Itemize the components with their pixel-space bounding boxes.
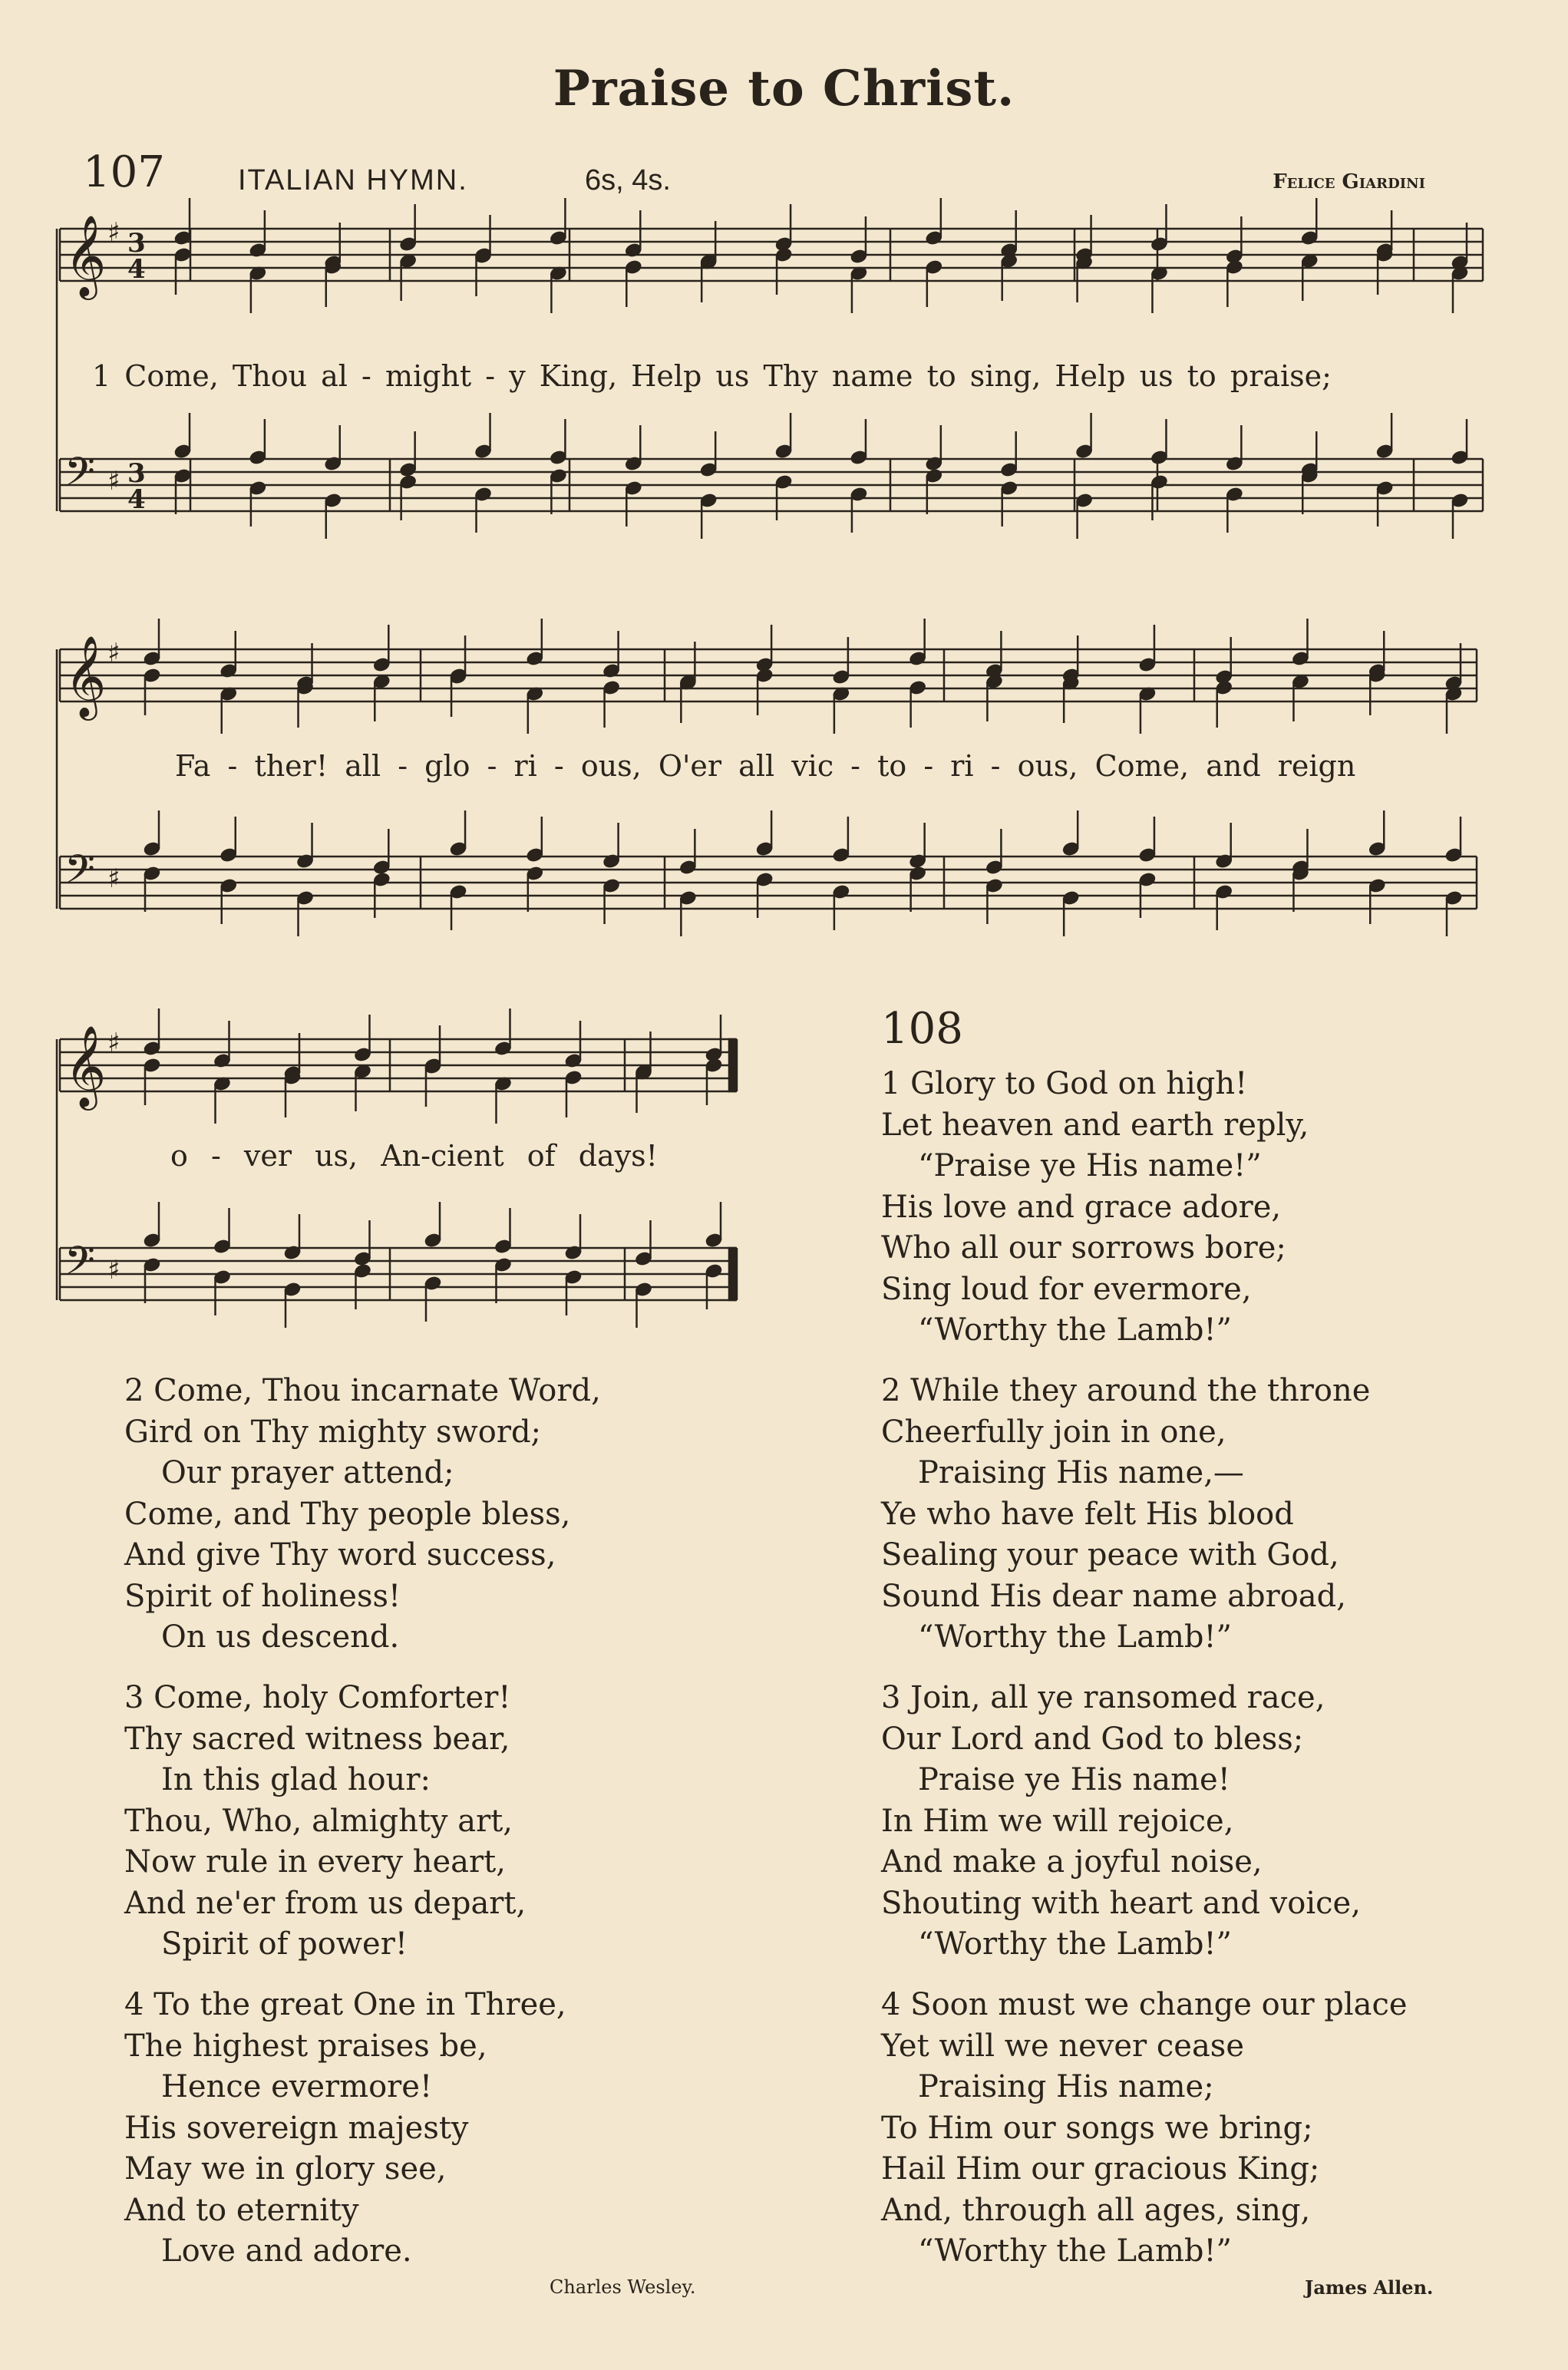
bass-clef-icon: 𝄢 <box>64 448 95 504</box>
page-title: Praise to Christ. <box>553 60 1015 117</box>
stanza-line: Let heaven and earth reply, <box>881 1107 1309 1143</box>
stanza-line: Our prayer attend; <box>161 1455 454 1490</box>
sharp-icon: ♯ <box>107 638 120 668</box>
stanza-line: Gird on Thy mighty sword; <box>124 1414 542 1450</box>
final-bar-line <box>729 1039 735 1091</box>
stanza-line: The highest praises be, <box>124 2028 487 2064</box>
tune-name: ITALIAN HYMN. <box>238 164 468 196</box>
stanza-line: 1 Glory to God on high! <box>881 1066 1248 1101</box>
stanza-line: Come, and Thy people bless, <box>124 1496 571 1532</box>
stanza-line: 3 Come, holy Comforter! <box>124 1680 511 1715</box>
meter: 6s, 4s. <box>585 164 671 196</box>
bass-clef-icon: 𝄢 <box>64 1237 95 1293</box>
stanza-line: Hence evermore! <box>161 2069 433 2104</box>
sharp-icon: ♯ <box>107 217 120 248</box>
sharp-icon: ♯ <box>107 466 120 497</box>
stanza-line: “Worthy the Lamb!” <box>918 2233 1233 2269</box>
stanza-line: Praise ye His name! <box>918 1762 1230 1797</box>
author-hymn107: Charles Wesley. <box>550 2276 696 2298</box>
stanza-line: Praising His name; <box>918 2069 1214 2104</box>
hymn108-stanza-2 <box>881 1371 1370 1659</box>
stanza-line: Spirit of holiness! <box>124 1578 401 1614</box>
stanza-line: His love and grace adore, <box>881 1189 1282 1225</box>
hymn-number-107: 107 <box>83 147 165 197</box>
stanza-line: Sing loud for evermore, <box>881 1271 1252 1307</box>
lyric-line-3: o - ver us, An-cient of days! <box>170 1139 658 1173</box>
stanza-line: And ne'er from us depart, <box>124 1885 527 1921</box>
stanza-line: In this glad hour: <box>161 1762 431 1797</box>
stanza-line: And to eternity <box>124 2192 359 2228</box>
time-signature: 3 <box>127 458 146 489</box>
stanza-line: In Him we will rejoice, <box>881 1803 1234 1839</box>
stanza-line: “Praise ye His name!” <box>918 1148 1262 1183</box>
time-signature: 3 <box>127 228 146 259</box>
stanza-line: Yet will we never cease <box>881 2028 1245 2064</box>
stanza-line: May we in glory see, <box>124 2151 447 2187</box>
stanza-line: Ye who have felt His blood <box>881 1496 1294 1532</box>
author-hymn108: James Allen. <box>1305 2276 1434 2299</box>
time-signature: 4 <box>127 254 146 285</box>
stanza-line: “Worthy the Lamb!” <box>918 1619 1233 1655</box>
stanza-line: 2 While they around the throne <box>881 1373 1371 1408</box>
sharp-icon: ♯ <box>107 1255 120 1286</box>
stanza-line: And give Thy word success, <box>124 1537 556 1573</box>
treble-clef-icon: 𝄞 <box>64 1025 107 1107</box>
stanza-line: To Him our songs we bring; <box>881 2110 1313 2146</box>
stanza-line: Hail Him our gracious King; <box>881 2151 1320 2187</box>
treble-clef-icon: 𝄞 <box>64 214 107 296</box>
stanza-line: And make a joyful noise, <box>881 1844 1263 1880</box>
stanza-line: Thou, Who, almighty art, <box>124 1803 513 1839</box>
final-bar-line <box>729 1248 735 1300</box>
stanza-line: “Worthy the Lamb!” <box>918 1926 1233 1962</box>
stanza-line: Love and adore. <box>161 2233 412 2269</box>
stanza-line: Shouting with heart and voice, <box>881 1885 1361 1921</box>
stanza-line: Cheerfully join in one, <box>881 1414 1226 1450</box>
hymn107-stanza-3 <box>124 1678 526 1966</box>
sharp-icon: ♯ <box>107 863 120 894</box>
stanza-line: 4 To the great One in Three, <box>124 1987 566 2022</box>
hymn107-stanza-4 <box>124 1985 566 2273</box>
stanza-line: On us descend. <box>161 1619 400 1655</box>
composer: Felice Giardini <box>1273 170 1425 193</box>
stanza-line: Thy sacred witness bear, <box>124 1721 510 1757</box>
bass-clef-icon: 𝄢 <box>64 846 95 902</box>
stanza-line: 2 Come, Thou incarnate Word, <box>124 1373 601 1408</box>
sharp-icon: ♯ <box>107 1028 120 1058</box>
stanza-line: And, through all ages, sing, <box>881 2192 1311 2228</box>
treble-clef-icon: 𝄞 <box>64 635 107 717</box>
stanza-line: Sound His dear name abroad, <box>881 1578 1346 1614</box>
stanza-line: Spirit of power! <box>161 1926 408 1962</box>
hymn107-stanza-2 <box>124 1371 601 1659</box>
stanza-line: Our Lord and God to bless; <box>881 1721 1304 1757</box>
stanza-line: 4 Soon must we change our place <box>881 1987 1408 2022</box>
stanza-line: 3 Join, all ye ransomed race, <box>881 1680 1325 1715</box>
hymn-number-108: 108 <box>881 1004 963 1054</box>
stanza-line: Now rule in every heart, <box>124 1844 506 1880</box>
stanza-line: Praising His name,— <box>918 1455 1244 1490</box>
stanza-line: Sealing your peace with God, <box>881 1537 1339 1573</box>
stanza-line: Who all our sorrows bore; <box>881 1230 1286 1266</box>
stanza-line: “Worthy the Lamb!” <box>918 1312 1233 1348</box>
hymn108-stanza-1 <box>881 1064 1309 1352</box>
stanza-line: His sovereign majesty <box>124 2110 469 2146</box>
hymn108-stanza-3 <box>881 1678 1361 1966</box>
hymn108-stanza-4 <box>881 1985 1408 2273</box>
lyric-line-2: Fa - ther! all - glo - ri - ous, O'er all vic - to - ri - ous, Come, and reign <box>175 749 1356 783</box>
lyric-line-1: 1 Come, Thou al - might - y King, Help us Thy name to sing, Help us to praise; <box>92 359 1332 393</box>
time-signature: 4 <box>127 484 146 515</box>
